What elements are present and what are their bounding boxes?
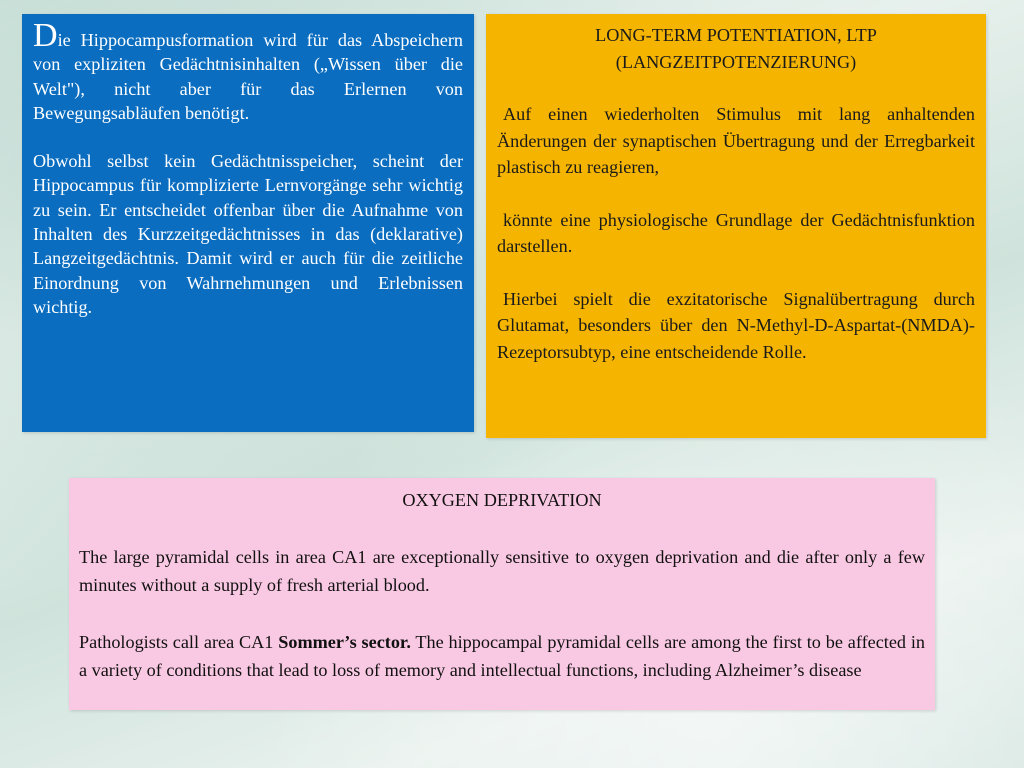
ltp-title-line-1: LONG-TERM POTENTIATION, LTP — [595, 25, 877, 45]
ltp-paragraph-3: Hierbei spielt die exzitatorische Signalübertragung durch Glutamat, besonders über den N-Methyl-D-Aspartat-(NMDA)-Rezeptorsubtyp, eine entscheidende Rolle. — [497, 288, 975, 362]
oxygen-paragraph-1: The large pyramidal cells in area CA1 are exceptionally sensitive to oxygen deprivation and die after only a few minutes without a supply of fresh arterial blood. — [79, 546, 925, 595]
oxygen-deprivation-box — [69, 478, 935, 710]
ltp-title — [497, 22, 975, 75]
hippocampus-paragraph-2: Obwohl selbst kein Gedächtnisspeicher, scheint der Hippocampus für komplizierte Lernvorgänge sehr wichtig zu sein. Er entscheidet offenbar über die Aufnahme von Inhalten des Kurzzeitgedächtnisses in das (deklarative) Langzeitgedächtnis. Damit wird er auch für die zeitliche Einordnung von Wahrnehmungen und Erlebnissen wichtig. — [33, 151, 463, 317]
ltp-paragraph-2: könnte eine physiologische Grundlage der Gedächtnisfunktion darstellen. — [497, 209, 975, 256]
hippocampus-text-box — [22, 14, 474, 432]
ltp-text-box — [486, 14, 986, 438]
ltp-title-line-2: (LANGZEITPOTENZIERUNG) — [615, 51, 857, 72]
sommers-sector-term: Sommer’s sector. — [278, 631, 411, 652]
oxygen-deprivation-heading: OXYGEN DEPRIVATION — [402, 490, 602, 510]
ltp-paragraph-1: Auf einen wiederholten Stimulus mit lang anhaltenden Änderungen der synaptischen Übertragung und der Erregbarkeit plastisch zu reagieren, — [497, 104, 975, 177]
drop-cap-letter: D — [33, 17, 58, 54]
oxygen-paragraph-2 — [79, 628, 925, 685]
oxygen-paragraph-2-start: Pathologists call area CA1 — [79, 631, 279, 652]
hippocampus-paragraph-1 — [33, 17, 463, 125]
hippocampus-paragraph-1-text: ie Hippocampusformation wird für das Abspeichern von expliziten Gedächtnisinhalten („Wissen über die Welt"), nicht aber für das Erlernen von Bewegungsabläufen benötigt. — [33, 30, 463, 123]
oxygen-paragraph-2-end: The hippocampal pyramidal cells are among the first to be affected in a variety of conditions that lead to loss of memory and intellectual functions, including Alzheimer’s disease — [79, 631, 925, 680]
